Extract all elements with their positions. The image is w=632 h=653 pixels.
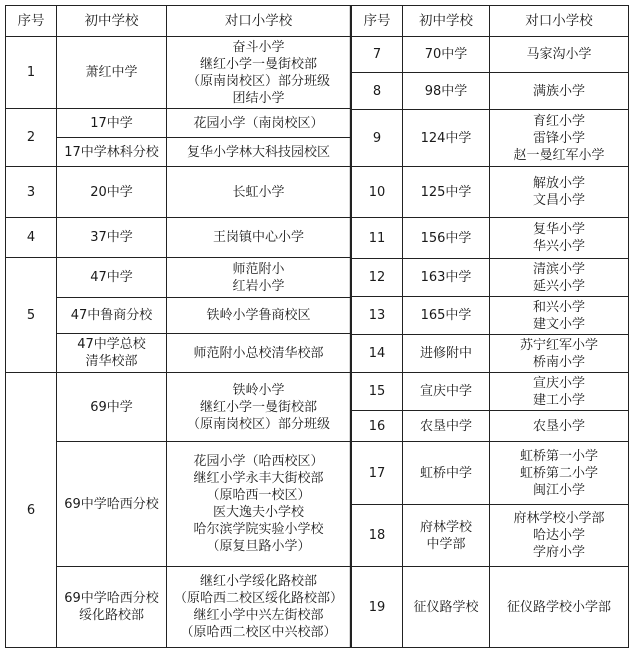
primary-school-cell [167, 138, 351, 167]
table-row [352, 297, 629, 335]
cell-line: 复华小学林大科技园校区 [186, 144, 330, 160]
cell-line: 桥南小学 [532, 354, 585, 370]
cell-line: 继红小学一曼街校部 [199, 399, 317, 415]
header-middle-school: 初中学校 [403, 6, 490, 37]
cell-line: 征仪路学校小学部 [506, 599, 611, 615]
cell-line: 赵一曼红军小学 [513, 147, 605, 163]
table-row [6, 109, 351, 138]
cell-line: 宣庆小学 [532, 375, 585, 391]
cell-line: 绥化路校部 [78, 608, 144, 623]
cell-line: 虹桥第一小学 [519, 448, 598, 464]
cell-line: （原南岗校区）部分班级 [186, 416, 330, 432]
cell-line: 47中学 [90, 270, 133, 285]
cell-line: 华兴小学 [532, 239, 585, 254]
middle-school-cell [57, 258, 167, 298]
seq-cell: 16 [352, 411, 403, 442]
cell-line: 铁岭小学 [232, 382, 285, 398]
cell-line: 虹桥第二小学 [519, 465, 598, 481]
middle-school-cell [57, 109, 167, 138]
cell-line: 长虹小学 [232, 184, 285, 200]
primary-school-cell [490, 505, 629, 567]
cell-line: 98中学 [424, 83, 468, 99]
table-row [352, 335, 629, 373]
cell-line: 萧红中学 [85, 65, 138, 80]
table-row [352, 218, 629, 259]
table-row [6, 373, 351, 442]
cell-line: （原哈西二校区绥化路校部） [173, 591, 343, 606]
cell-line: 师范附小总校清华校部 [193, 345, 324, 361]
cell-line: 125中学 [420, 184, 472, 200]
middle-school-cell [57, 167, 167, 218]
primary-school-cell [490, 259, 629, 297]
middle-school-cell [403, 297, 490, 335]
cell-line: 156中学 [420, 230, 472, 246]
cell-line: 124中学 [420, 130, 472, 146]
school-table-left [5, 5, 351, 648]
primary-school-cell [167, 218, 351, 258]
header-seq: 序号 [6, 6, 57, 37]
cell-line: 医大逸夫小学校 [212, 505, 304, 520]
cell-line: 花园小学（哈西校区） [193, 454, 324, 469]
seq-cell: 14 [352, 335, 403, 373]
seq-cell: 2 [6, 109, 57, 167]
seq-cell: 5 [6, 258, 57, 373]
cell-line: 69中学哈西分校 [64, 496, 159, 512]
cell-line: 红岩小学 [232, 278, 285, 294]
primary-school-cell [167, 37, 351, 109]
header-middle-school: 初中学校 [57, 6, 167, 37]
table-row [6, 167, 351, 218]
table-row [352, 110, 629, 167]
cell-line: 建工小学 [532, 392, 585, 408]
cell-line: 47中学总校 [77, 337, 146, 352]
middle-school-cell [403, 335, 490, 373]
cell-line: 清滨小学 [532, 261, 585, 277]
primary-school-cell [490, 37, 629, 73]
cell-line: 延兴小学 [532, 278, 585, 294]
seq-cell: 7 [352, 37, 403, 73]
middle-school-cell [403, 218, 490, 259]
middle-school-cell [403, 259, 490, 297]
cell-line: 继红小学一曼街校部 [199, 56, 317, 72]
cell-line: 复华小学 [532, 222, 585, 237]
middle-school-cell [403, 110, 490, 167]
middle-school-cell [403, 73, 490, 110]
middle-school-cell [403, 411, 490, 442]
seq-cell: 1 [6, 37, 57, 109]
cell-line: 马家沟小学 [526, 47, 592, 62]
cell-line: 哈达小学 [532, 528, 585, 543]
cell-line: 中学部 [426, 536, 466, 552]
primary-school-cell [167, 298, 351, 334]
cell-line: 苏宁红军小学 [519, 337, 598, 353]
table-row [352, 411, 629, 442]
cell-line: 165中学 [420, 308, 472, 323]
middle-school-cell [403, 505, 490, 567]
table-row [6, 218, 351, 258]
cell-line: 17中学林科分校 [64, 144, 159, 160]
primary-school-cell [490, 442, 629, 505]
table-row [352, 37, 629, 73]
table-row [6, 298, 351, 334]
cell-line: （原哈西二校区中兴校部） [180, 625, 337, 640]
header-row [6, 6, 351, 37]
primary-school-cell [490, 297, 629, 335]
table-row [352, 167, 629, 218]
cell-line: 王岗镇中心小学 [212, 230, 304, 245]
header-primary-school: 对口小学校 [490, 6, 629, 37]
cell-line: 铁岭小学鲁商校区 [206, 308, 311, 323]
table-row [6, 138, 351, 167]
middle-school-cell [403, 37, 490, 73]
cell-line: 继红小学绥化路校部 [199, 574, 317, 589]
cell-line: 虹桥中学 [419, 465, 472, 481]
cell-line: 闽江小学 [532, 482, 585, 498]
header-row [352, 6, 629, 37]
cell-line: 奋斗小学 [232, 39, 285, 55]
cell-line: 雷锋小学 [532, 130, 585, 146]
cell-line: 17中学 [90, 115, 133, 131]
cell-line: （原南岗校区）部分班级 [186, 73, 330, 89]
middle-school-cell [403, 442, 490, 505]
seq-cell: 12 [352, 259, 403, 297]
table-row [6, 442, 351, 567]
cell-line: 和兴小学 [532, 299, 585, 315]
middle-school-cell [57, 37, 167, 109]
primary-school-cell [490, 73, 629, 110]
cell-line: 47中鲁商分校 [70, 308, 153, 323]
cell-line: 府林学校小学部 [513, 511, 605, 526]
cell-line: 花园小学（南岗校区） [193, 115, 324, 131]
cell-line: 37中学 [90, 230, 133, 245]
table-row [352, 73, 629, 110]
table-row [6, 258, 351, 298]
table-row [352, 567, 629, 648]
primary-school-cell [167, 167, 351, 218]
seq-cell: 18 [352, 505, 403, 567]
seq-cell: 3 [6, 167, 57, 218]
cell-line: 解放小学 [532, 176, 585, 191]
seq-cell: 11 [352, 218, 403, 259]
seq-cell: 9 [352, 110, 403, 167]
cell-line: 70中学 [424, 47, 468, 62]
primary-school-cell [490, 110, 629, 167]
cell-line: 69中学哈西分校 [64, 591, 159, 606]
primary-school-cell [167, 373, 351, 442]
primary-school-cell [167, 258, 351, 298]
cell-line: 团结小学 [232, 90, 285, 106]
cell-line: 宣庆中学 [419, 384, 472, 399]
cell-line: （原哈西一校区） [206, 488, 311, 503]
table-row [352, 505, 629, 567]
cell-line: 征仪路学校 [413, 599, 479, 615]
seq-cell: 6 [6, 373, 57, 648]
table-row [6, 334, 351, 373]
seq-cell: 19 [352, 567, 403, 648]
primary-school-cell [490, 167, 629, 218]
middle-school-cell [57, 334, 167, 373]
cell-line: 163中学 [420, 270, 472, 285]
table-row [6, 567, 351, 648]
primary-school-cell [490, 373, 629, 411]
header-seq: 序号 [352, 6, 403, 37]
cell-line: 满族小学 [532, 83, 585, 99]
cell-line: 哈尔滨学院实验小学校 [193, 522, 324, 537]
cell-line: 师范附小 [232, 261, 285, 277]
seq-cell: 10 [352, 167, 403, 218]
seq-cell: 17 [352, 442, 403, 505]
cell-line: 学府小学 [532, 545, 585, 560]
cell-line: 农垦中学 [419, 418, 472, 434]
middle-school-cell [57, 567, 167, 648]
middle-school-cell [403, 167, 490, 218]
primary-school-cell [490, 335, 629, 373]
seq-cell: 13 [352, 297, 403, 335]
primary-school-cell [167, 442, 351, 567]
middle-school-cell [57, 218, 167, 258]
middle-school-cell [57, 373, 167, 442]
primary-school-cell [490, 567, 629, 648]
seq-cell: 8 [352, 73, 403, 110]
cell-line: 府林学校 [419, 519, 472, 535]
seq-cell: 4 [6, 218, 57, 258]
primary-school-cell [490, 411, 629, 442]
table-row [352, 442, 629, 505]
middle-school-cell [57, 298, 167, 334]
middle-school-cell [57, 442, 167, 567]
cell-line: 进修附中 [419, 346, 472, 361]
cell-line: 农垦小学 [532, 418, 585, 434]
primary-school-cell [167, 567, 351, 648]
cell-line: （原复旦路小学） [206, 539, 311, 554]
cell-line: 继红小学永丰大街校部 [193, 471, 324, 486]
primary-school-cell [167, 109, 351, 138]
primary-school-cell [167, 334, 351, 373]
primary-school-cell [490, 218, 629, 259]
seq-cell: 15 [352, 373, 403, 411]
middle-school-cell [403, 373, 490, 411]
cell-line: 20中学 [90, 184, 133, 200]
table-row [6, 37, 351, 109]
cell-line: 清华校部 [85, 354, 138, 369]
middle-school-cell [57, 138, 167, 167]
header-primary-school: 对口小学校 [167, 6, 351, 37]
middle-school-cell [403, 567, 490, 648]
cell-line: 文昌小学 [532, 193, 585, 208]
cell-line: 建文小学 [532, 316, 585, 332]
school-table-right [351, 5, 629, 648]
table-row [352, 373, 629, 411]
cell-line: 69中学 [90, 399, 133, 415]
table-row [352, 259, 629, 297]
cell-line: 育红小学 [532, 113, 585, 129]
cell-line: 继红小学中兴左街校部 [193, 608, 324, 623]
